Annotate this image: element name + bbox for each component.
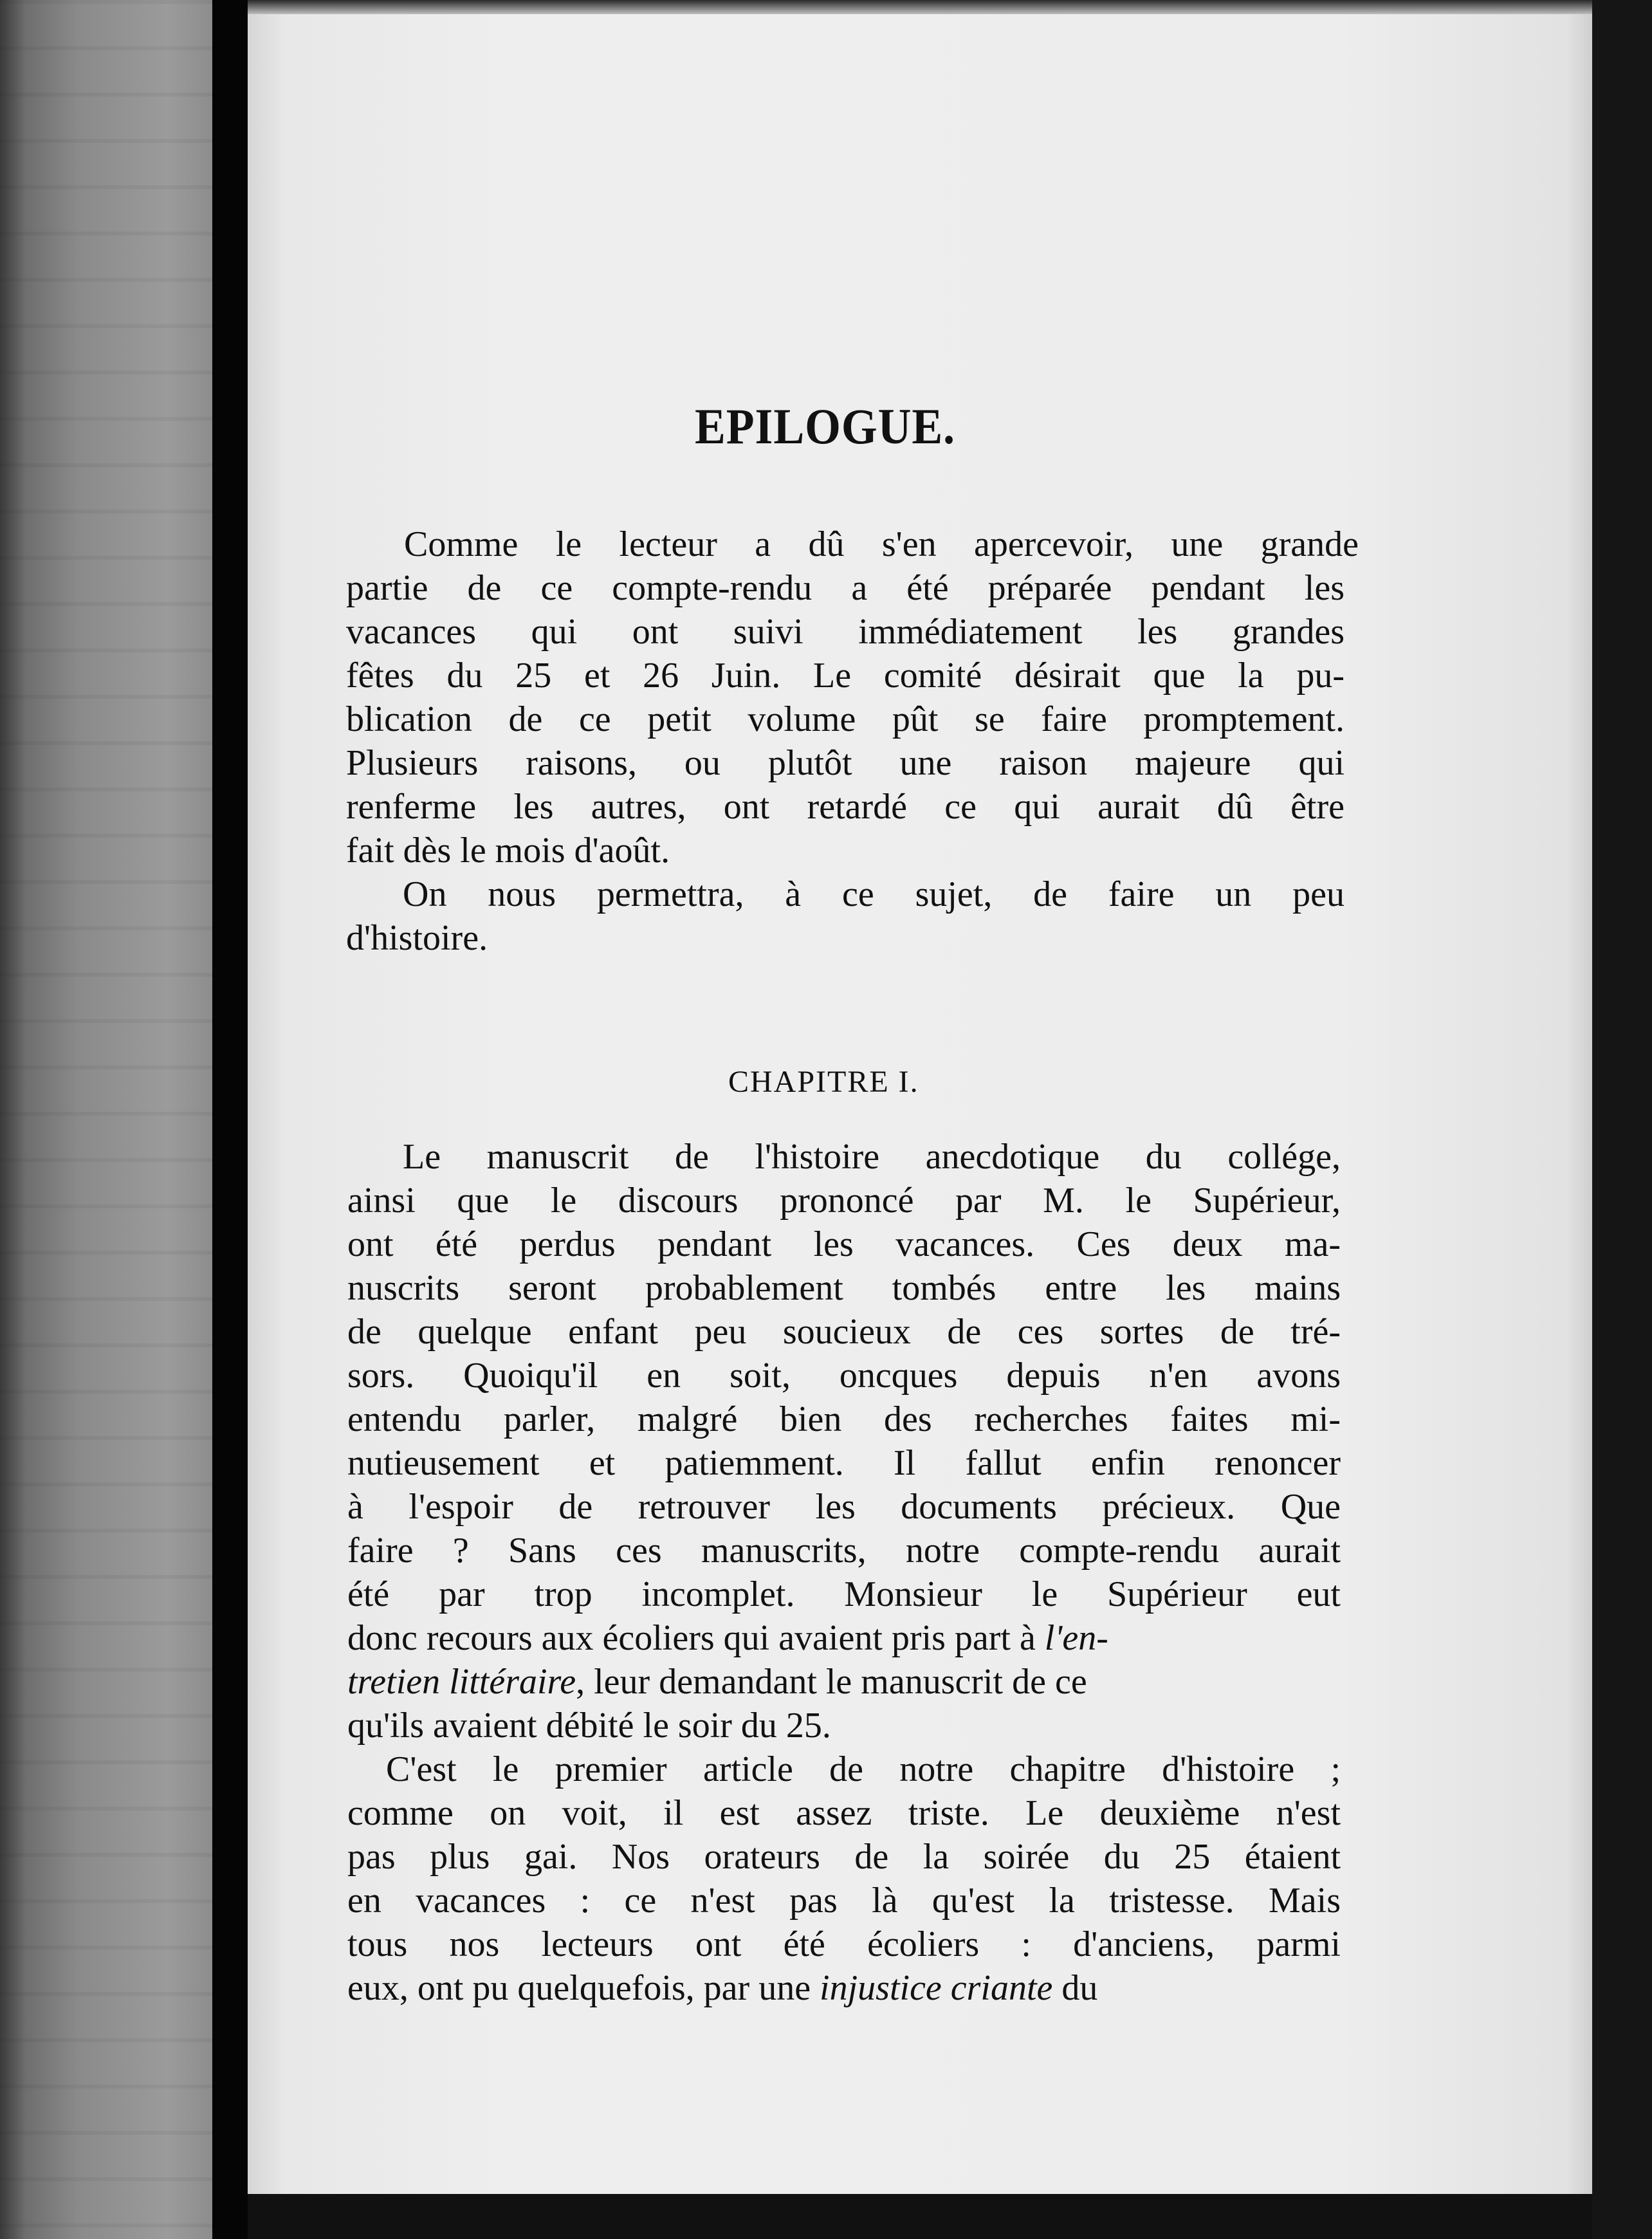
text-line: à l'espoir de retrouver les documents précieux. Que [347, 1487, 1341, 1527]
text-line: d'histoire. [346, 918, 488, 958]
text-line [347, 1664, 1087, 1700]
text-line: pas plus gai. Nos orateurs de la soirée du 25 étaient [347, 1837, 1341, 1877]
text-line: ainsi que le discours prononcé par M. le Supérieur, [347, 1181, 1341, 1221]
text-line: Comme le lecteur a dû s'en apercevoir, une grande [404, 524, 1359, 564]
text-line: C'est le premier article de notre chapitre d'histoire ; [386, 1749, 1341, 1789]
text-line: tous nos lecteurs ont été écoliers : d'anciens, parmi [347, 1924, 1341, 1964]
text-line [347, 1620, 1108, 1656]
text-fragment: , leur demandant le manuscrit de ce [576, 1662, 1087, 1702]
page-title: EPILOGUE. [695, 398, 956, 454]
text-line: Plusieurs raisons, ou plutôt une raison majeure qui [346, 743, 1345, 783]
chapter-heading: CHAPITRE I. [728, 1065, 919, 1099]
text-line: Le manuscrit de l'histoire anecdotique du collége, [403, 1137, 1341, 1177]
text-line: blication de ce petit volume pût se faire promptement. [346, 699, 1345, 739]
text-line: de quelque enfant peu soucieux de ces sortes de tré- [347, 1312, 1341, 1352]
text-fragment: donc recours aux écoliers qui avaient pris part à [347, 1618, 1036, 1658]
text-line: été par trop incomplet. Monsieur le Supérieur eut [347, 1574, 1341, 1614]
text-line: qu'ils avaient débité le soir du 25. [347, 1706, 831, 1746]
text-line: renferme les autres, ont retardé ce qui aurait dû être [346, 787, 1345, 827]
text-line: nutieusement et patiemment. Il fallut enfin renoncer [347, 1443, 1341, 1483]
text-line: vacances qui ont suivi immédiatement les grandes [346, 612, 1345, 652]
text-line: ont été perdus pendant les vacances. Ces deux ma- [347, 1224, 1341, 1264]
italic-fragment: tretien littéraire [347, 1662, 576, 1702]
text-line: comme on voit, il est assez triste. Le deuxième n'est [347, 1793, 1341, 1833]
text-fragment: eux, ont pu quelquefois, par une [347, 1968, 811, 2008]
text-line: partie de ce compte-rendu a été préparée pendant les [346, 568, 1345, 608]
italic-fragment: l'en- [1044, 1618, 1108, 1658]
text-line: On nous permettra, à ce sujet, de faire un peu [403, 874, 1345, 914]
text-line: entendu parler, malgré bien des recherches faites mi- [347, 1399, 1341, 1439]
italic-fragment: injustice criante [820, 1968, 1053, 2008]
text-line: fait dès le mois d'août. [346, 831, 670, 871]
text-line: en vacances : ce n'est pas là qu'est la tristesse. Mais [347, 1881, 1341, 1921]
text-line [347, 1970, 1097, 2006]
text-line: nuscrits seront probablement tombés entre les mains [347, 1268, 1341, 1308]
text-line: faire ? Sans ces manuscrits, notre compte-rendu aurait [347, 1531, 1341, 1571]
text-fragment: du [1061, 1968, 1098, 2008]
text-line: fêtes du 25 et 26 Juin. Le comité désirait que la pu- [346, 656, 1345, 696]
text-line: sors. Quoiqu'il en soit, oncques depuis n'en avons [347, 1356, 1341, 1396]
